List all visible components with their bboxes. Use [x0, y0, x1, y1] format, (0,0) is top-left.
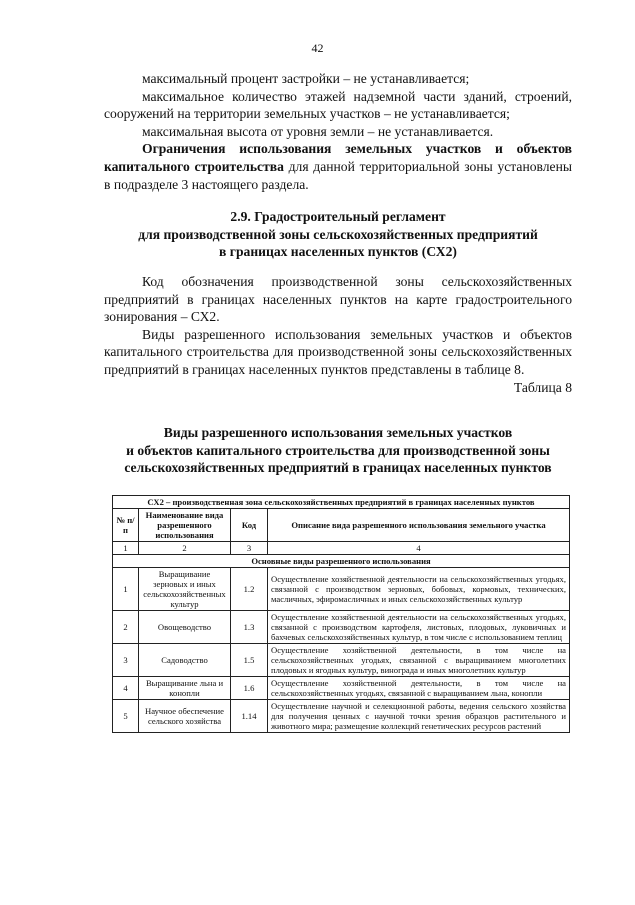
regulation-table	[112, 495, 570, 733]
paragraph: максимальный процент застройки – не устанавливается;	[142, 71, 470, 86]
row-desc-cell: Осуществление научной и селекционной работы, ведения сельского хозяйства для получения ценных с научной точки зрения образцов растительного и животного мира; размещение коллекций генетических ресурсов растений	[268, 700, 570, 733]
row-name-cell: Научное обеспечение сельского хозяйства	[139, 700, 231, 733]
zone-title-cell: СХ2 – производственная зона сельскохозяйственных предприятий в границах населенных пунктов	[113, 496, 570, 509]
header-num: № п/п	[113, 509, 139, 542]
header-desc: Описание вида разрешенного использования земельного участка	[268, 509, 570, 542]
table-row	[113, 677, 570, 700]
row-num-cell: 3	[113, 644, 139, 677]
index-cell: 2	[139, 542, 231, 555]
row-desc-cell: Осуществление хозяйственной деятельности, в том числе на сельскохозяйственных угодьях, связанной с выращиванием многолетних плодовых и ягодных культур, винограда и иных многолетних культур	[268, 644, 570, 677]
group-cell: Основные виды разрешенного использования	[113, 555, 570, 568]
row-num-cell: 1	[113, 568, 139, 611]
row-desc-cell: Осуществление хозяйственной деятельности на сельскохозяйственных угодьях, связанной с производством картофеля, листовых, плодовых, луковичных и бахчевых сельскохозяйственных культур, в том числе с использованием теплиц	[268, 611, 570, 644]
paragraph: Виды разрешенного использования земельных участков и объектов капитального строительства для производственной зоны сельскохозяйственных предприятий в границах населенных пунктов представлены в таблице 8.	[104, 326, 572, 377]
table-row	[113, 644, 570, 677]
row-code-cell: 1.2	[231, 568, 268, 611]
row-num-cell: 2	[113, 611, 139, 644]
row-name-cell: Овощеводство	[139, 611, 231, 644]
row-desc-cell: Осуществление хозяйственной деятельности, в том числе на сельскохозяйственных угодьях, связанной с выращиванием льна, конопли	[268, 677, 570, 700]
paragraph: максимальная высота от уровня земли – не устанавливается.	[142, 123, 494, 139]
table-group-row	[113, 555, 570, 568]
paragraph: максимальное количество этажей надземной части зданий, строений, сооружений на территории земельных участков – не устанавливается;	[104, 88, 572, 122]
heading-line: для производственной зоны сельскохозяйственных предприятий	[138, 226, 538, 242]
row-name-cell: Выращивание зерновых и иных сельскохозяйственных культур	[139, 568, 231, 611]
section-heading	[104, 208, 572, 261]
row-code-cell: 1.5	[231, 644, 268, 677]
index-cell: 4	[268, 542, 570, 555]
row-code-cell: 1.3	[231, 611, 268, 644]
title-line: сельскохозяйственных предприятий в границах населенных пунктов	[124, 460, 552, 476]
bold-text: Ограничения использования земельных участков и объектов капитального строительства	[104, 141, 572, 174]
index-cell: 3	[231, 542, 268, 555]
table-row	[113, 611, 570, 644]
table-header-row	[113, 509, 570, 542]
row-num-cell: 5	[113, 700, 139, 733]
title-line: Виды разрешенного использования земельных участков	[163, 425, 513, 440]
row-name-cell: Выращивание льна и конопли	[139, 677, 231, 700]
row-num-cell: 4	[113, 677, 139, 700]
table-index-row	[113, 542, 570, 555]
row-code-cell: 1.14	[231, 700, 268, 733]
paragraph: Код обозначения производственной зоны сельскохозяйственных предприятий в границах населенных пунктов на карте градостроительного зонирования – СХ2.	[104, 274, 572, 325]
table-zone-row	[113, 496, 570, 509]
row-desc-cell: Осуществление хозяйственной деятельности на сельскохозяйственных угодьях, связанной с производством зерновых, бобовых, кормовых, технических, масличных, эфиромасличных и иных сельскохозяйственных культур	[268, 568, 570, 611]
index-cell: 1	[113, 542, 139, 555]
row-code-cell: 1.6	[231, 677, 268, 700]
intro-block	[104, 70, 572, 193]
page-number: 42	[311, 41, 324, 55]
table-title	[104, 424, 572, 477]
table-row	[113, 568, 570, 611]
heading-line: в границах населенных пунктов (СХ2)	[219, 244, 457, 260]
header-name: Наименование вида разрешенного использования	[139, 509, 231, 542]
paragraph	[104, 140, 572, 193]
header-code: Код	[231, 509, 268, 542]
heading-line: 2.9. Градостроительный регламент	[230, 209, 446, 224]
section-body	[104, 273, 572, 396]
table-row	[113, 700, 570, 733]
table-reference: Таблица 8	[513, 379, 572, 395]
row-name-cell: Садоводство	[139, 644, 231, 677]
paragraph-text: для данной территориальной зоны установлены в подразделе 3 настоящего раздела.	[104, 158, 572, 192]
title-line: и объектов капитального строительства для производственной зоны	[126, 442, 550, 458]
